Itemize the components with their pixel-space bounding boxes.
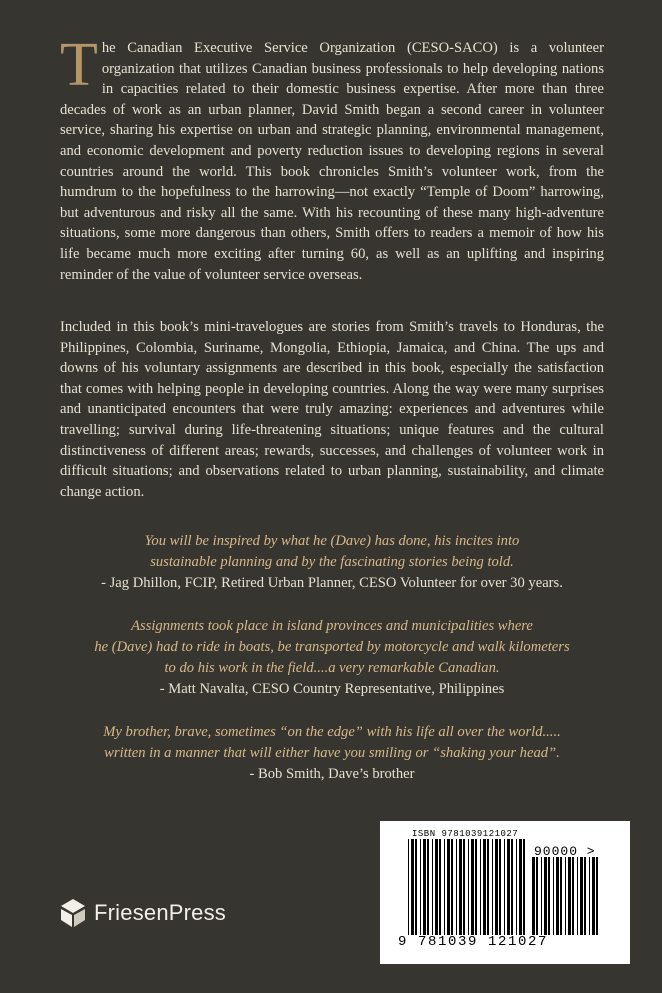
- testimonial-line: to do his work in the field....a very remarkable Canadian.: [164, 660, 500, 676]
- barcode-bar: [447, 839, 450, 935]
- testimonial-3: [60, 722, 604, 785]
- barcode-bar: [507, 839, 510, 935]
- barcode-bar: [471, 839, 474, 935]
- testimonial-attribution: - Jag Dhillon, FCIP, Retired Urban Planner, CESO Volunteer for over 30 years.: [101, 575, 563, 591]
- barcode-bar: [444, 839, 445, 935]
- barcode-bar: [423, 839, 426, 935]
- barcode-bar: [519, 839, 522, 935]
- barcode-bar: [516, 839, 517, 935]
- publisher-logo: [60, 898, 226, 928]
- barcode-bar: [568, 857, 571, 935]
- barcode-bar: [408, 839, 409, 935]
- barcode-bar: [468, 839, 469, 935]
- barcode-bar: [548, 857, 550, 935]
- barcode-bar: [580, 857, 583, 935]
- barcode-bar: [541, 857, 542, 935]
- barcode-bar: [495, 839, 498, 935]
- barcode-bar: [435, 839, 438, 935]
- testimonial-line: written in a manner that will either have you smiling or “shaking your head”.: [104, 745, 560, 761]
- testimonial-attribution: - Bob Smith, Dave’s brother: [249, 766, 415, 782]
- barcode-bar: [584, 857, 586, 935]
- barcode-bar: [544, 857, 547, 935]
- barcode-bar: [415, 839, 417, 935]
- barcode-bar: [432, 839, 433, 935]
- barcode-bar: [532, 857, 535, 935]
- barcode-bar: [483, 839, 486, 935]
- barcode-bar: [439, 839, 441, 935]
- barcode-bar: [553, 857, 554, 935]
- barcode-bar: [480, 839, 481, 935]
- barcode-bar: [523, 839, 525, 935]
- barcode-bar: [420, 839, 421, 935]
- barcode-bar: [487, 839, 489, 935]
- barcode-bar: [565, 857, 566, 935]
- testimonial-line: sustainable planning and by the fascinating stories being told.: [150, 554, 514, 570]
- barcode-bar: [572, 857, 574, 935]
- testimonial-line: Assignments took place in island provinces and municipalities where: [131, 618, 533, 634]
- blurb-paragraph-1: [60, 31, 604, 285]
- friesenpress-logo-icon: [60, 898, 86, 928]
- barcode-bar: [504, 839, 505, 935]
- testimonial-1: [60, 531, 604, 594]
- barcode-bar: [427, 839, 429, 935]
- barcode-bar: [577, 857, 578, 935]
- blurb-paragraph-2: Included in this book’s mini-travelogues are stories from Smith’s travels to Honduras, the Philippines, Colombia, Suriname, Mongolia, Ethiopia, Jamaica, and China. The ups and downs of his voluntary assignments are described in this book, especially the satisfaction that comes with helping people in developing countries. Along the way were many surprises and unanticipated encounters that were truly amazing: experiences and adventures while travelling; survival during life-threatening situations; unique features and the cultural distinctiveness of different areas; rewards, successes, and challenges of volunteer work in difficult situations; and observations related to urban planning, sustainability, and climate change action.: [60, 319, 604, 500]
- barcode-bar: [592, 857, 595, 935]
- barcode-bar: [456, 839, 457, 935]
- barcode-bar: [499, 839, 501, 935]
- barcode-bar: [536, 857, 538, 935]
- barcode-bar: [511, 839, 513, 935]
- testimonial-line: My brother, brave, sometimes “on the edge” with his life all over the world.....: [103, 724, 561, 740]
- testimonial-attribution: - Matt Navalta, CESO Country Representative, Philippines: [159, 681, 505, 697]
- barcode-bar: [459, 839, 462, 935]
- barcode-bar: [451, 839, 453, 935]
- barcode-bar: [556, 857, 559, 935]
- barcode-digits: 9 781039 121027: [398, 934, 549, 950]
- barcode-bar: [596, 857, 598, 935]
- publisher-name: FriesenPress: [94, 900, 226, 925]
- barcode-bar: [463, 839, 465, 935]
- blurb-text-1: he Canadian Executive Service Organization (CESO-SACO) is a volunteer organization that utilizes Canadian business professionals to help developing nations in capacities related to their domestic business expertise. After more than three decades of work as an urban planner, David Smith began a second career in volunteer service, sharing his expertise on urban and strategic planning, environmental management, and economic development and poverty reduction issues to developing regions in several countries around the world. This book chronicles Smith’s volunteer work, from the humdrum to the hopefulness to the harrowing—not exactly “Temple of Doom” harrowing, but adventurous and risky all the same. With his recounting of these many high-adventure situations, some more dangerous than others, Smith offers to readers a memoir of how his life became much more exciting after turning 60, as well as an uplifting and inspiring reminder of the value of volunteer service overseas.: [60, 40, 604, 283]
- barcode-bar: [411, 839, 414, 935]
- testimonial-line: You will be inspired by what he (Dave) has done, his incites into: [144, 533, 520, 549]
- testimonial-2: [60, 616, 604, 700]
- drop-cap: T: [60, 31, 98, 99]
- barcode-bar: [589, 857, 590, 935]
- barcode-bar: [492, 839, 493, 935]
- price-code: 90000 >: [534, 844, 596, 859]
- barcode-bar: [560, 857, 562, 935]
- isbn-label: ISBN 9781039121027: [412, 829, 519, 839]
- barcode-bar: [475, 839, 477, 935]
- testimonial-line: he (Dave) had to ride in boats, be transported by motorcycle and walk kilometers: [94, 639, 570, 655]
